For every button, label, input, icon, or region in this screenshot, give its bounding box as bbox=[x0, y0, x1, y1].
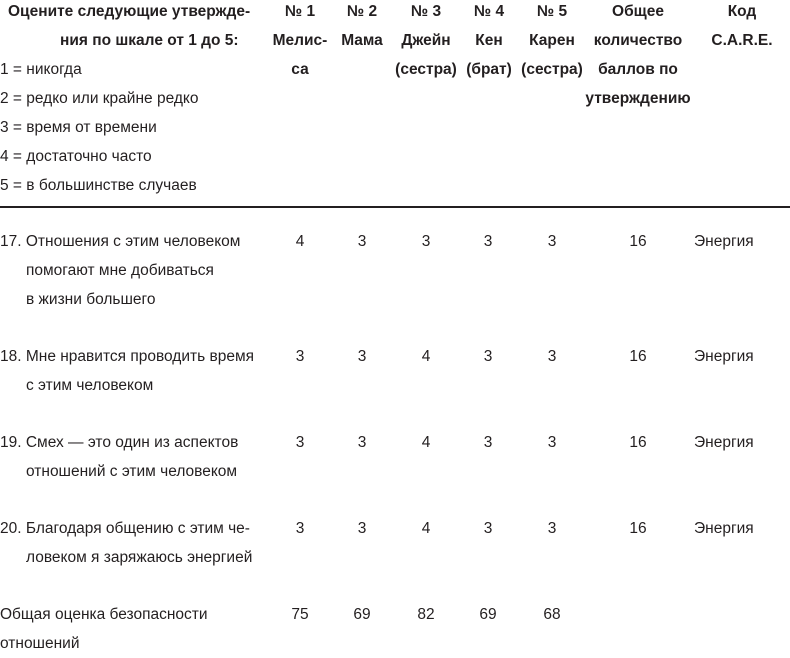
column-header-line: (брат) bbox=[466, 61, 512, 78]
column-header-line: № 4 bbox=[473, 3, 505, 20]
score-cell: 3 bbox=[295, 348, 305, 365]
column-header-4 bbox=[460, 0, 518, 84]
instruction-line: ния по шкале от 1 до 5: bbox=[60, 32, 239, 49]
score-cell: 3 bbox=[483, 520, 493, 537]
care-code-cell: Энергия bbox=[694, 520, 754, 537]
statement-19 bbox=[0, 428, 238, 486]
scale-item: 2 = редко или крайне редко bbox=[0, 90, 199, 107]
column-header-line: утверждению bbox=[585, 90, 691, 107]
statement-line: 18. Мне нравится проводить время bbox=[0, 348, 255, 365]
score-cell: 3 bbox=[357, 434, 367, 451]
instruction-line: Оцените следующие утвержде- bbox=[8, 3, 251, 20]
score-cell: 3 bbox=[295, 434, 305, 451]
score-cell: 3 bbox=[483, 434, 493, 451]
column-header-line: № 5 bbox=[536, 3, 568, 20]
total-cell: 16 bbox=[629, 434, 647, 451]
statement-line: в жизни большего bbox=[26, 291, 156, 308]
column-header-line: C.A.R.E. bbox=[711, 32, 773, 49]
summary-line: Общая оценка безопасности bbox=[0, 606, 208, 623]
care-code-cell: Энергия bbox=[694, 233, 754, 250]
score-cell: 3 bbox=[295, 520, 305, 537]
total-cell: 16 bbox=[629, 520, 647, 537]
score-cell: 3 bbox=[357, 233, 367, 250]
column-header-line: № 1 bbox=[284, 3, 316, 20]
total-cell: 16 bbox=[629, 233, 647, 250]
score-cell: 3 bbox=[357, 348, 367, 365]
column-header-2 bbox=[332, 0, 392, 55]
scale-item: 5 = в большинстве случаев bbox=[0, 177, 197, 194]
instruction-heading bbox=[8, 0, 250, 55]
column-header-5 bbox=[518, 0, 586, 84]
summary-score-cell: 68 bbox=[543, 606, 561, 623]
score-cell: 3 bbox=[547, 348, 557, 365]
summary-line: отношений bbox=[0, 635, 80, 652]
care-code-cell: Энергия bbox=[694, 348, 754, 365]
column-header-line: Карен bbox=[529, 32, 575, 49]
column-header-line: са bbox=[291, 61, 309, 78]
column-header-line: (сестра) bbox=[395, 61, 457, 78]
column-header-1 bbox=[268, 0, 332, 84]
column-header-line: Кен bbox=[475, 32, 503, 49]
statement-18 bbox=[0, 342, 254, 400]
header-divider bbox=[0, 206, 790, 208]
summary-score-cell: 69 bbox=[353, 606, 371, 623]
summary-score-cell: 82 bbox=[417, 606, 435, 623]
column-header-line: баллов по bbox=[598, 61, 678, 78]
statement-line: 20. Благодаря общению с этим че- bbox=[0, 520, 250, 537]
score-cell: 3 bbox=[421, 233, 431, 250]
column-header-line: Мама bbox=[341, 32, 383, 49]
statement-line: ловеком я заряжаюсь энергией bbox=[26, 549, 253, 566]
score-cell: 4 bbox=[421, 348, 431, 365]
column-header-line: № 3 bbox=[410, 3, 442, 20]
score-cell: 3 bbox=[547, 520, 557, 537]
statement-17 bbox=[0, 227, 240, 314]
score-cell: 3 bbox=[547, 233, 557, 250]
score-cell: 4 bbox=[295, 233, 305, 250]
score-cell: 4 bbox=[421, 520, 431, 537]
score-cell: 3 bbox=[483, 348, 493, 365]
column-header-line: № 2 bbox=[346, 3, 378, 20]
column-header-line: Мелис- bbox=[272, 32, 328, 49]
scale-item: 4 = достаточно часто bbox=[0, 148, 152, 165]
column-header-total bbox=[582, 0, 694, 113]
column-header-line: Джейн bbox=[401, 32, 451, 49]
score-cell: 3 bbox=[357, 520, 367, 537]
scale-item: 3 = время от времени bbox=[0, 119, 157, 136]
column-header-line: Код bbox=[727, 3, 757, 20]
column-header-3 bbox=[392, 0, 460, 84]
statement-line: помогают мне добиваться bbox=[26, 262, 214, 279]
total-cell: 16 bbox=[629, 348, 647, 365]
statement-20 bbox=[0, 514, 252, 572]
score-cell: 3 bbox=[483, 233, 493, 250]
summary-label bbox=[0, 600, 208, 658]
column-header-line: Общее bbox=[612, 3, 664, 20]
scale-legend bbox=[0, 55, 198, 200]
score-cell: 4 bbox=[421, 434, 431, 451]
statement-line: 19. Смех — это один из аспектов bbox=[0, 434, 239, 451]
care-code-cell: Энергия bbox=[694, 434, 754, 451]
statement-line: 17. Отношения с этим человеком bbox=[0, 233, 241, 250]
column-header-code bbox=[698, 0, 786, 55]
score-cell: 3 bbox=[547, 434, 557, 451]
scale-item: 1 = никогда bbox=[0, 61, 82, 78]
summary-score-cell: 69 bbox=[479, 606, 497, 623]
column-header-line: (сестра) bbox=[521, 61, 583, 78]
column-header-line: количество bbox=[593, 32, 683, 49]
summary-score-cell: 75 bbox=[291, 606, 309, 623]
statement-line: с этим человеком bbox=[26, 377, 154, 394]
statement-line: отношений с этим человеком bbox=[26, 463, 238, 480]
